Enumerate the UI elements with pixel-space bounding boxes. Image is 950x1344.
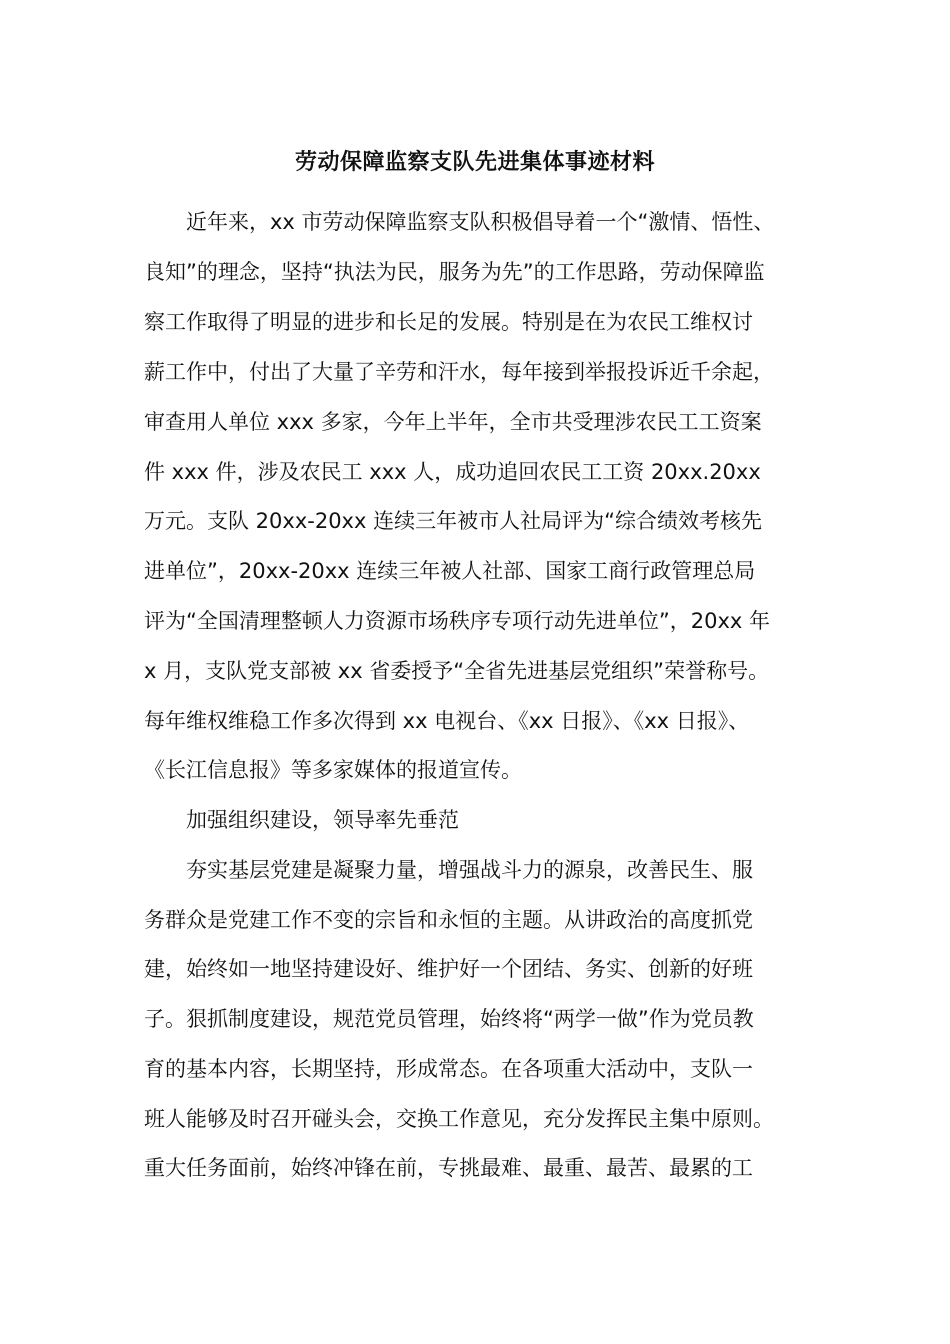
document-title: 劳动保障监察支队先进集体事迹材料 [294,150,655,175]
paragraph-line: 重大任务面前，始终冲锋在前，专挑最难、最重、最苦、最累的工 [144,1156,753,1180]
paragraph-line: 察工作取得了明显的进步和长足的发展。特别是在为农民工维权讨 [144,310,753,334]
paragraph-line: 《长江信息报》等多家媒体的报道宣传。 [144,758,522,782]
paragraph-line: 育的基本内容，长期坚持，形成常态。在各项重大活动中，支队一 [144,1057,753,1081]
paragraph-line: 班人能够及时召开碰头会，交换工作意见，充分发挥民主集中原则。 [144,1107,774,1131]
paragraph-line: 子。狠抓制度建设，规范党员管理，始终将“两学一做”作为党员教 [144,1007,754,1031]
paragraph-line: 万元。支队 20xx-20xx 连续三年被市人社局评为“综合绩效考核先 [144,509,762,533]
paragraph-line: 进单位”，20xx-20xx 连续三年被人社部、国家工商行政管理总局 [144,559,756,583]
paragraph-line: 建，始终如一地坚持建设好、维护好一个团结、务实、创新的好班 [144,957,753,981]
paragraph-line: 每年维权维稳工作多次得到 xx 电视台、《xx 日报》、《xx 日报》、 [144,709,750,733]
section-heading: 加强组织建设，领导率先垂范 [186,808,459,832]
paragraph-line: 评为“全国清理整顿人力资源市场秩序专项行动先进单位”，20xx 年 [144,609,771,633]
paragraph-line: 件 xxx 件，涉及农民工 xxx 人，成功追回农民工工资 20xx.20xx [144,460,761,484]
paragraph-line: 薪工作中，付出了大量了辛劳和汗水，每年接到举报投诉近千余起， [144,360,774,384]
paragraph-line: x 月，支队党支部被 xx 省委授予“全省先进基层党组织”荣誉称号。 [144,659,770,683]
paragraph-line: 良知”的理念，坚持“执法为民，服务为先”的工作思路，劳动保障监 [144,260,765,284]
paragraph-line: 近年来，xx 市劳动保障监察支队积极倡导着一个“激情、悟性、 [186,210,775,234]
paragraph-line: 审查用人单位 xxx 多家，今年上半年，全市共受理涉农民工工资案 [144,410,762,434]
paragraph-line: 务群众是党建工作不变的宗旨和永恒的主题。从讲政治的高度抓党 [144,908,753,932]
paragraph-line: 夯实基层党建是凝聚力量，增强战斗力的源泉，改善民生、服 [186,858,753,882]
